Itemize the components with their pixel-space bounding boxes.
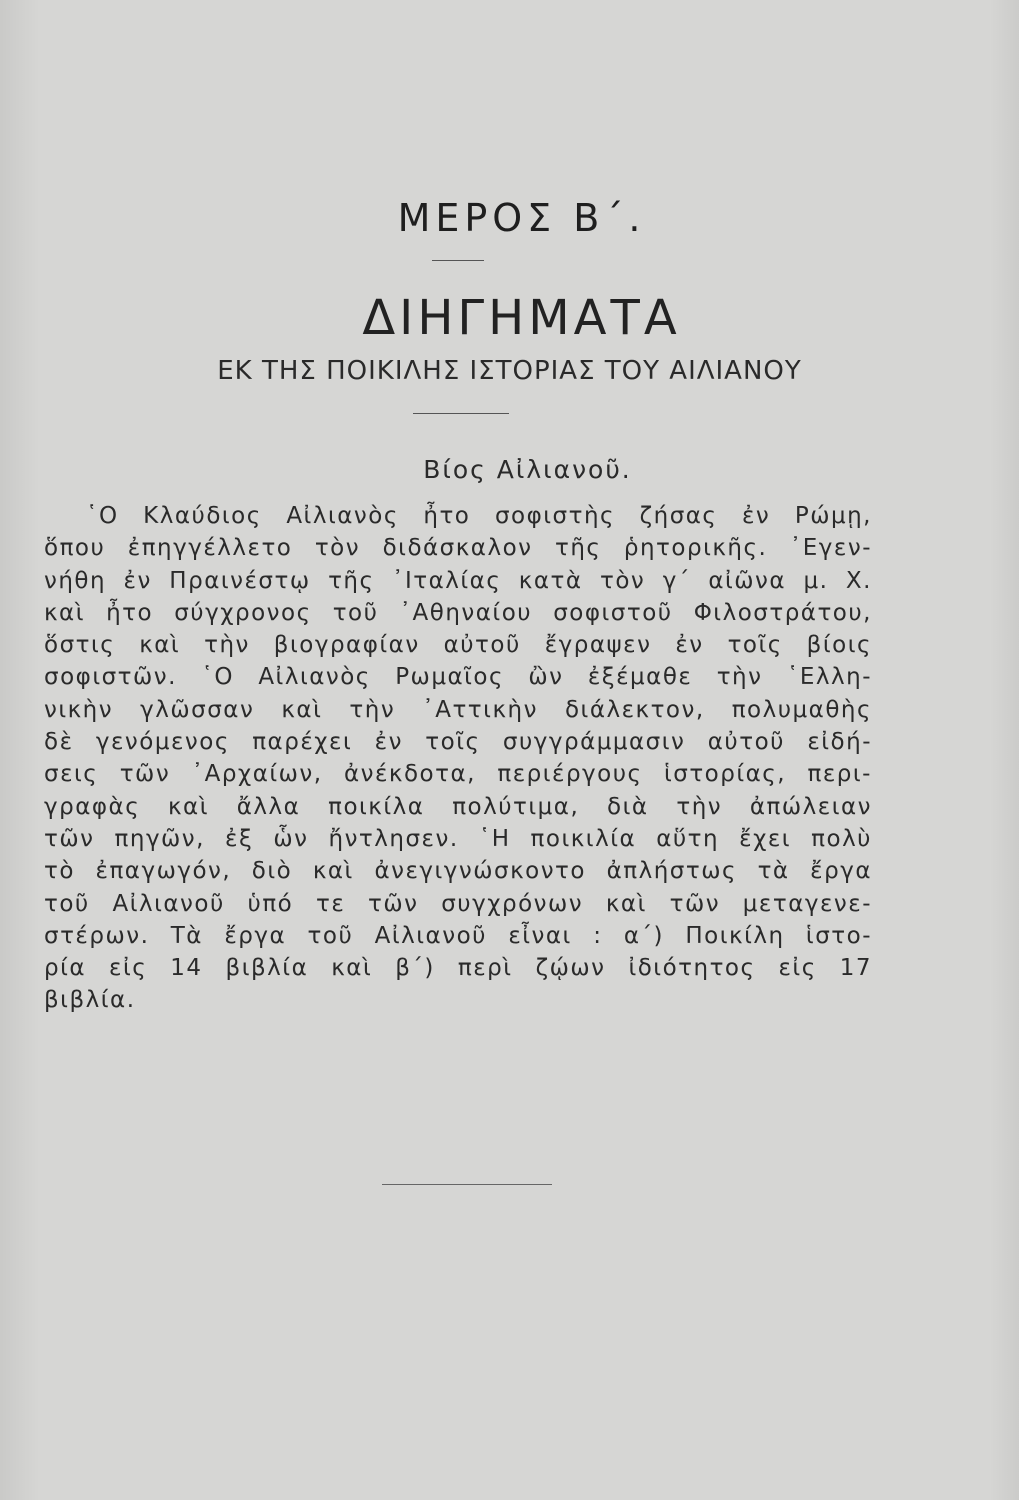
end-divider [382,1184,552,1185]
body-line: τῶν πηγῶν, ἐξ ὧν ἤντλησεν. ῾Η ποικιλία αὕτη ἔχει πολὺ [44,825,872,852]
body-line: τὸ ἐπαγωγόν, διὸ καὶ ἀνεγιγνώσκοντο ἀπλήστως τὰ ἔργα [44,858,872,885]
body-line: ρία εἰς 14 βιβλία καὶ β΄) περὶ ζῴων ἰδιότητος εἰς 17 [44,955,872,982]
subtitle: ΕΚ ΤΗΣ ΠΟΙΚΙΛΗΣ ΙΣΤΟΡΙΑΣ ΤΟΥ ΑΙΛΙΑΝΟΥ [217,356,802,386]
body-line: ῾Ο Κλαύδιος Αἰλιανὸς ἦτο σοφιστὴς ζήσας ἐν Ρώμῃ, [86,503,872,529]
body-line: ὅστις καὶ τὴν βιογραφίαν αὐτοῦ ἔγραψεν ἐν τοῖς βίοις [44,632,872,659]
body-line: σοφιστῶν. ῾Ο Αἰλιανὸς Ρωμαῖος ὢν ἐξέμαθε τὴν ῾Ελλη- [44,664,872,691]
body-line: βιβλία. [44,987,136,1014]
main-title: ΔΙΗΓΗΜΑΤΑ [362,290,681,346]
body-paragraph [44,500,872,1017]
body-line: νικὴν γλῶσσαν καὶ τὴν ᾿Αττικὴν διάλεκτον, πολυμαθὴς [44,696,872,723]
body-line: καὶ ἦτο σύγχρονος τοῦ ᾿Αθηναίου σοφιστοῦ Φιλοστράτου, [44,599,872,626]
body-line: στέρων. Τὰ ἔργα τοῦ Αἰλιανοῦ εἶναι : α΄) Ποικίλη ἱστο- [44,922,872,949]
body-line: ὅπου ἐπηγγέλλετο τὸν διδάσκαλον τῆς ῥητορικῆς. ᾿Εγεν- [44,535,872,562]
section-title: Βίος Αἰλιανοῦ. [423,455,632,484]
body-line: νήθη ἐν Πραινέστῳ τῆς ᾿Ιταλίας κατὰ τὸν γ΄ αἰῶνα μ. Χ. [44,567,872,594]
title-divider [413,413,509,414]
short-divider [432,260,484,261]
part-heading: ΜΕΡΟΣ Β΄. [397,196,646,240]
body-line: δὲ γενόμενος παρέχει ἐν τοῖς συγγράμμασιν αὐτοῦ εἰδή- [44,729,872,756]
body-line: τοῦ Αἰλιανοῦ ὑπό τε τῶν συγχρόνων καὶ τῶν μεταγενε- [44,890,872,917]
body-line: γραφὰς καὶ ἄλλα ποικίλα πολύτιμα, διὰ τὴν ἀπώλειαν [44,793,872,820]
body-line: σεις τῶν ᾿Αρχαίων, ἀνέκδοτα, περιέργους ἱστορίας, περι- [44,761,872,788]
